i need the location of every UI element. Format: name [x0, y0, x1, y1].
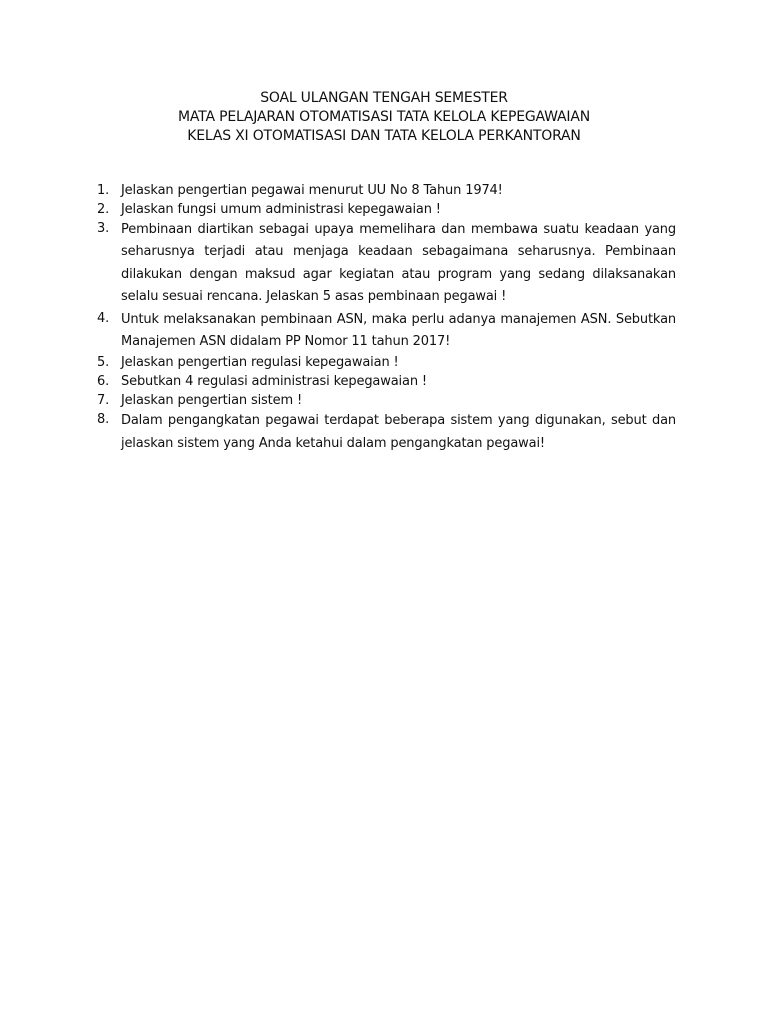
question-item — [97, 219, 676, 309]
question-text: Jelaskan fungsi umum administrasi kepegawaian ! — [121, 202, 441, 217]
document-header — [0, 89, 768, 146]
question-item — [97, 372, 676, 391]
question-number: 1. — [97, 183, 110, 198]
header-title: SOAL ULANGAN TENGAH SEMESTER — [260, 90, 508, 106]
question-number: 4. — [97, 310, 110, 326]
question-text: Jelaskan pengertian sistem ! — [121, 393, 303, 409]
question-number: 2. — [97, 202, 110, 217]
question-text: Pembinaan diartikan sebagai upaya memelihara dan membawa suatu keadaan yang seharusnya terjadi atau menjaga keadaan sebagaimana seharusnya. Pembinaan dilakukan dengan maksud agar kegiatan atau program yang sedang dilaksanakan selalu sesuai rencana. Jelaskan 5 asas pembinaan pegawai ! — [121, 222, 676, 305]
header-class: KELAS XI OTOMATISASI DAN TATA KELOLA PERKANTORAN — [187, 128, 581, 144]
question-item — [97, 309, 676, 354]
question-item — [97, 391, 676, 410]
question-number: 3. — [97, 221, 110, 236]
question-item — [97, 410, 676, 455]
question-text: Jelaskan pengertian regulasi kepegawaian ! — [121, 355, 399, 371]
question-number: 8. — [97, 412, 110, 428]
question-text: Untuk melaksanakan pembinaan ASN, maka perlu adanya manajemen ASN. Sebutkan Manajemen ASN didalam PP Nomor 11 tahun 2017! — [121, 311, 676, 350]
question-text: Sebutkan 4 regulasi administrasi kepegawaian ! — [121, 374, 427, 390]
header-subject: MATA PELAJARAN OTOMATISASI TATA KELOLA KEPEGAWAIAN — [178, 109, 590, 125]
question-number: 5. — [97, 355, 110, 371]
question-text: Jelaskan pengertian pegawai menurut UU No 8 Tahun 1974! — [121, 183, 503, 198]
question-item — [97, 200, 676, 219]
question-number: 6. — [97, 374, 110, 390]
question-text: Dalam pengangkatan pegawai terdapat beberapa sistem yang digunakan, sebut dan jelaskan sistem yang Anda ketahui dalam pengangkatan pegawai! — [121, 413, 676, 451]
question-item — [97, 181, 676, 200]
question-list — [97, 181, 676, 455]
question-number: 7. — [97, 393, 110, 409]
question-item — [97, 353, 676, 372]
